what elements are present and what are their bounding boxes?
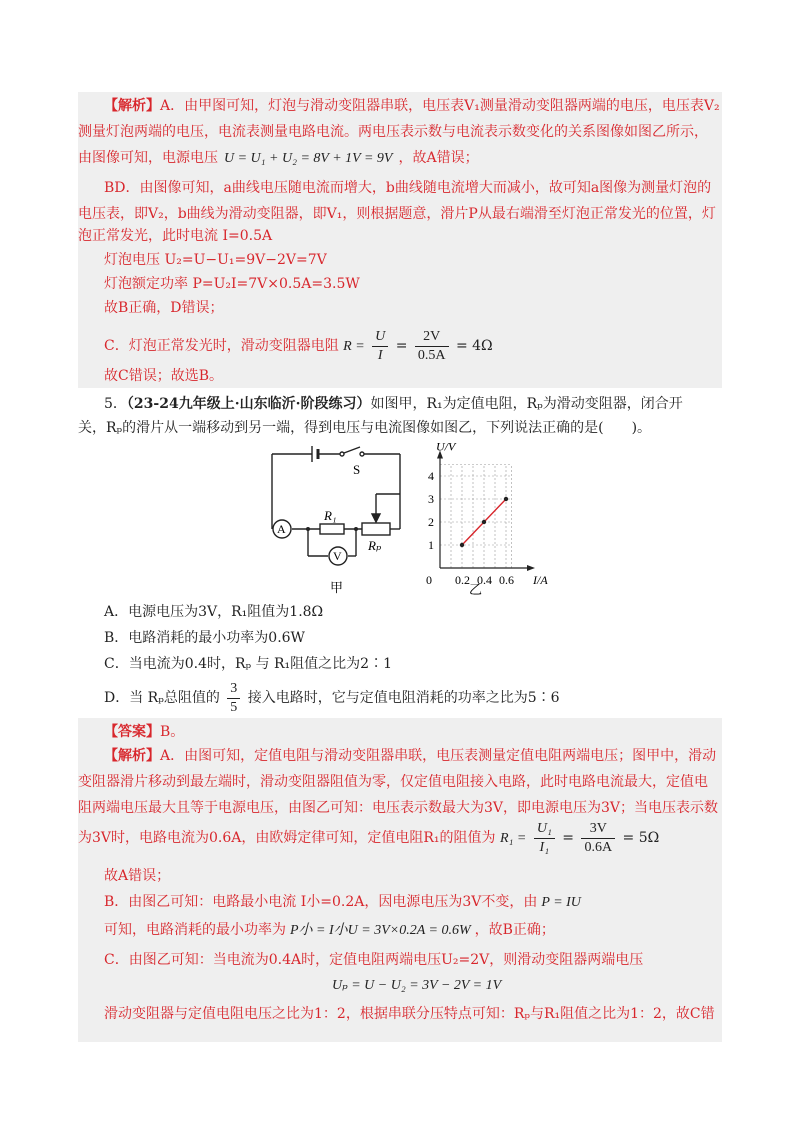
analysis-text: A．由甲图可知，灯泡与滑动变阻器串联，电压表V₁测量滑动变阻器两端的电压，电压表V₂ [160, 98, 720, 114]
fraction-numerator: U [372, 328, 388, 347]
analysis-bd-line-5: 灯泡额定功率 P=U₂I=7V×0.5A=3.5W [104, 276, 360, 292]
answer-b-line-2 [104, 920, 724, 941]
fraction-numerator: U₁ [534, 820, 555, 839]
y-tick-label: 3 [428, 492, 434, 506]
question-stem-line-1 [104, 394, 724, 414]
y-tick-label: 4 [428, 469, 434, 483]
question-source: （23-24九年级上·山东临沂·阶段练习） [126, 396, 371, 412]
ammeter-label: A [277, 522, 286, 536]
x-tick-label: 0.4 [477, 573, 492, 587]
fraction-u1-over-i1 [534, 820, 555, 857]
switch-label: S [353, 462, 361, 477]
analysis-text: A．由图可知，定值电阻与滑动变阻器串联，电压表测量定值电阻两端电压；图甲中，滑动 [160, 748, 717, 764]
analysis-text: 由图像可知，电源电压 [78, 150, 218, 166]
option-c: C．当电流为0.4时，Rₚ 与 R₁阻值之比为2∶1 [104, 656, 392, 672]
analysis-bd-line-4: 灯泡电压 U₂=U−U₁=9V−2V=7V [104, 252, 327, 268]
answer-analysis-line-5: 故A错误； [104, 868, 171, 884]
analysis-text: C．灯泡正常发光时，滑动变阻器电阻 [104, 338, 339, 354]
analysis-text: 为3V时，电路电流为0.6A，由欧姆定律可知，定值电阻R₁的阻值为 [78, 830, 496, 846]
answer-analysis-line-2: 变阻器滑片移动到最左端时，滑动变阻器阻值为零，仅定值电阻接入电路，此时电路电流最大，定值电 [78, 774, 708, 790]
fraction-numerator: 2V [415, 328, 449, 347]
slider-arrow [372, 514, 380, 522]
x-tick-label: 0.6 [499, 573, 514, 587]
answer-b-line-1 [104, 892, 724, 913]
question-stem: 如图甲，R₁为定值电阻，Rₚ为滑动变阻器，闭合开 [370, 396, 683, 412]
voltage-equation: U = U₁ + U₂ = 8V + 1V = 9V [224, 151, 393, 166]
analysis-bd-line-6: 故B正确，D错误； [104, 300, 224, 316]
analysis-text: ，故B正确； [474, 922, 555, 938]
power-formula: P = IU [541, 895, 581, 910]
analysis-text: B．由图乙可知：电路最小电流 I小=0.2A，因电源电压为3V不变，由 [104, 894, 538, 910]
answer-tag: 【答案】 [104, 724, 160, 740]
analysis-conclusion: 故C错误；故选B。 [104, 368, 223, 384]
resistor-r1 [320, 524, 344, 534]
fraction-three-fifths [227, 680, 240, 717]
answer-value: B。 [160, 724, 185, 740]
resistance-symbol: R₁ = [500, 831, 527, 846]
analysis-tag: 【解析】 [104, 748, 160, 764]
voltmeter-label: V [333, 549, 342, 563]
analysis-bd-line-1: BD．由图像可知，a曲线电压随电流而增大，b曲线随电流增大而减小，故可知a图像为测量灯泡的 [104, 180, 712, 196]
option-b: B．电路消耗的最小功率为0.6W [104, 630, 305, 646]
graph-caption: 乙 [469, 582, 483, 597]
question-stem-line-2: 关，Rₚ的滑片从一端移动到另一端，得到电压与电流图像如图乙，下列说法正确的是( )。 [78, 420, 652, 436]
fraction-denominator: I [377, 347, 383, 363]
analysis-line-3 [78, 148, 728, 169]
answer-c-line-3: 滑动变阻器与定值电阻电压之比为1：2，根据串联分压特点可知：Rₚ与R₁阻值之比为1：2，故C错 [104, 1006, 715, 1022]
analysis-text: 可知，电路消耗的最小功率为 [104, 922, 286, 938]
fraction-u-over-i [372, 328, 388, 365]
analysis-line-1 [78, 96, 728, 116]
fraction-values [415, 328, 449, 365]
x-tick-label: 0.2 [455, 573, 470, 587]
fraction-values [581, 820, 615, 857]
data-point [460, 543, 464, 547]
analysis-tag: 【解析】 [104, 98, 160, 114]
resistance-result: = 4Ω [455, 338, 493, 354]
rheostat-rp [362, 523, 390, 535]
option-d-text: 接入电路时，它与定值电阻消耗的功率之比为5∶6 [247, 690, 560, 706]
y-tick-label: 1 [428, 538, 434, 552]
fraction-denominator: 0.5A [417, 347, 446, 363]
fraction-denominator: 0.6A [584, 839, 613, 855]
question-number: 5． [104, 396, 127, 412]
resistance-result: = 5Ω [622, 830, 660, 846]
fraction-denominator: I₁ [539, 839, 550, 855]
analysis-bd-line-2: 电压表，即V₂，b曲线为滑动变阻器，即V₁，则根据题意，滑片P从最右端滑至灯泡正常发光的位置，灯 [78, 206, 716, 222]
fraction-numerator: 3V [581, 820, 615, 839]
analysis-text: ，故A错误； [398, 150, 479, 166]
analysis-line-2: 测量灯泡两端的电压，电流表测量电路电流。两电压表示数与电流表示数变化的关系图像如图乙所示， [78, 124, 708, 140]
data-point [504, 497, 508, 501]
fraction-numerator: 3 [227, 680, 240, 699]
y-axis-label: U/V [436, 439, 456, 454]
analysis-bd-line-3: 泡正常发光，此时电流 I=0.5A [78, 228, 273, 244]
analysis-c-line: C．灯泡正常发光时，滑动变阻器电阻 R = $\frac{U}{I}$ = $\frac{2V}{0.5A}$ = 4Ω [104, 328, 493, 363]
data-point [482, 520, 486, 524]
answer-c-line-1: C．由图乙可知：当电流为0.4A时，定值电阻两端电压U₂=2V，则滑动变阻器两端电压 [104, 952, 644, 968]
resistance-symbol: R = [343, 339, 365, 354]
y-tick-label: 2 [428, 515, 434, 529]
rheostat-voltage-equation: Uₚ = U − U₂ = 3V − 2V = 1V [332, 978, 502, 993]
circuit-diagram [260, 446, 420, 596]
min-power-equation: P小 = I小U = 3V×0.2A = 0.6W [290, 923, 471, 938]
answer-analysis-line-1 [104, 746, 724, 766]
circuit-caption: 甲 [330, 580, 344, 595]
answer-analysis-line-3: 阻两端电压最大且等于电源电压，由图乙可知：电压表示数最大为3V，即电源电压为3V；当电压表示数 [78, 800, 719, 816]
answer-line [104, 722, 724, 742]
x-tick-label: 0 [426, 573, 432, 587]
x-axis-arrow [527, 565, 535, 571]
option-d [104, 678, 560, 718]
x-axis-label: I/A [533, 573, 548, 587]
rp-label: Rₚ [368, 538, 382, 553]
r1-label: R₁ [324, 508, 337, 523]
option-a: A．电源电压为3V，R₁阻值为1.8Ω [104, 604, 324, 620]
u-i-graph [420, 438, 560, 598]
fraction-denominator: 5 [230, 699, 238, 715]
option-d-text: D．当 Rₚ总阻值的 [104, 690, 220, 706]
switch-blade [344, 447, 360, 453]
answer-analysis-line-4: 为3V时，电路电流为0.6A，由欧姆定律可知，定值电阻R₁的阻值为 R₁ = $\frac{\text{U₁}}{\text{I₁}}$ = $\frac{3V}{0.6A}$ = 5Ω [78, 820, 660, 855]
